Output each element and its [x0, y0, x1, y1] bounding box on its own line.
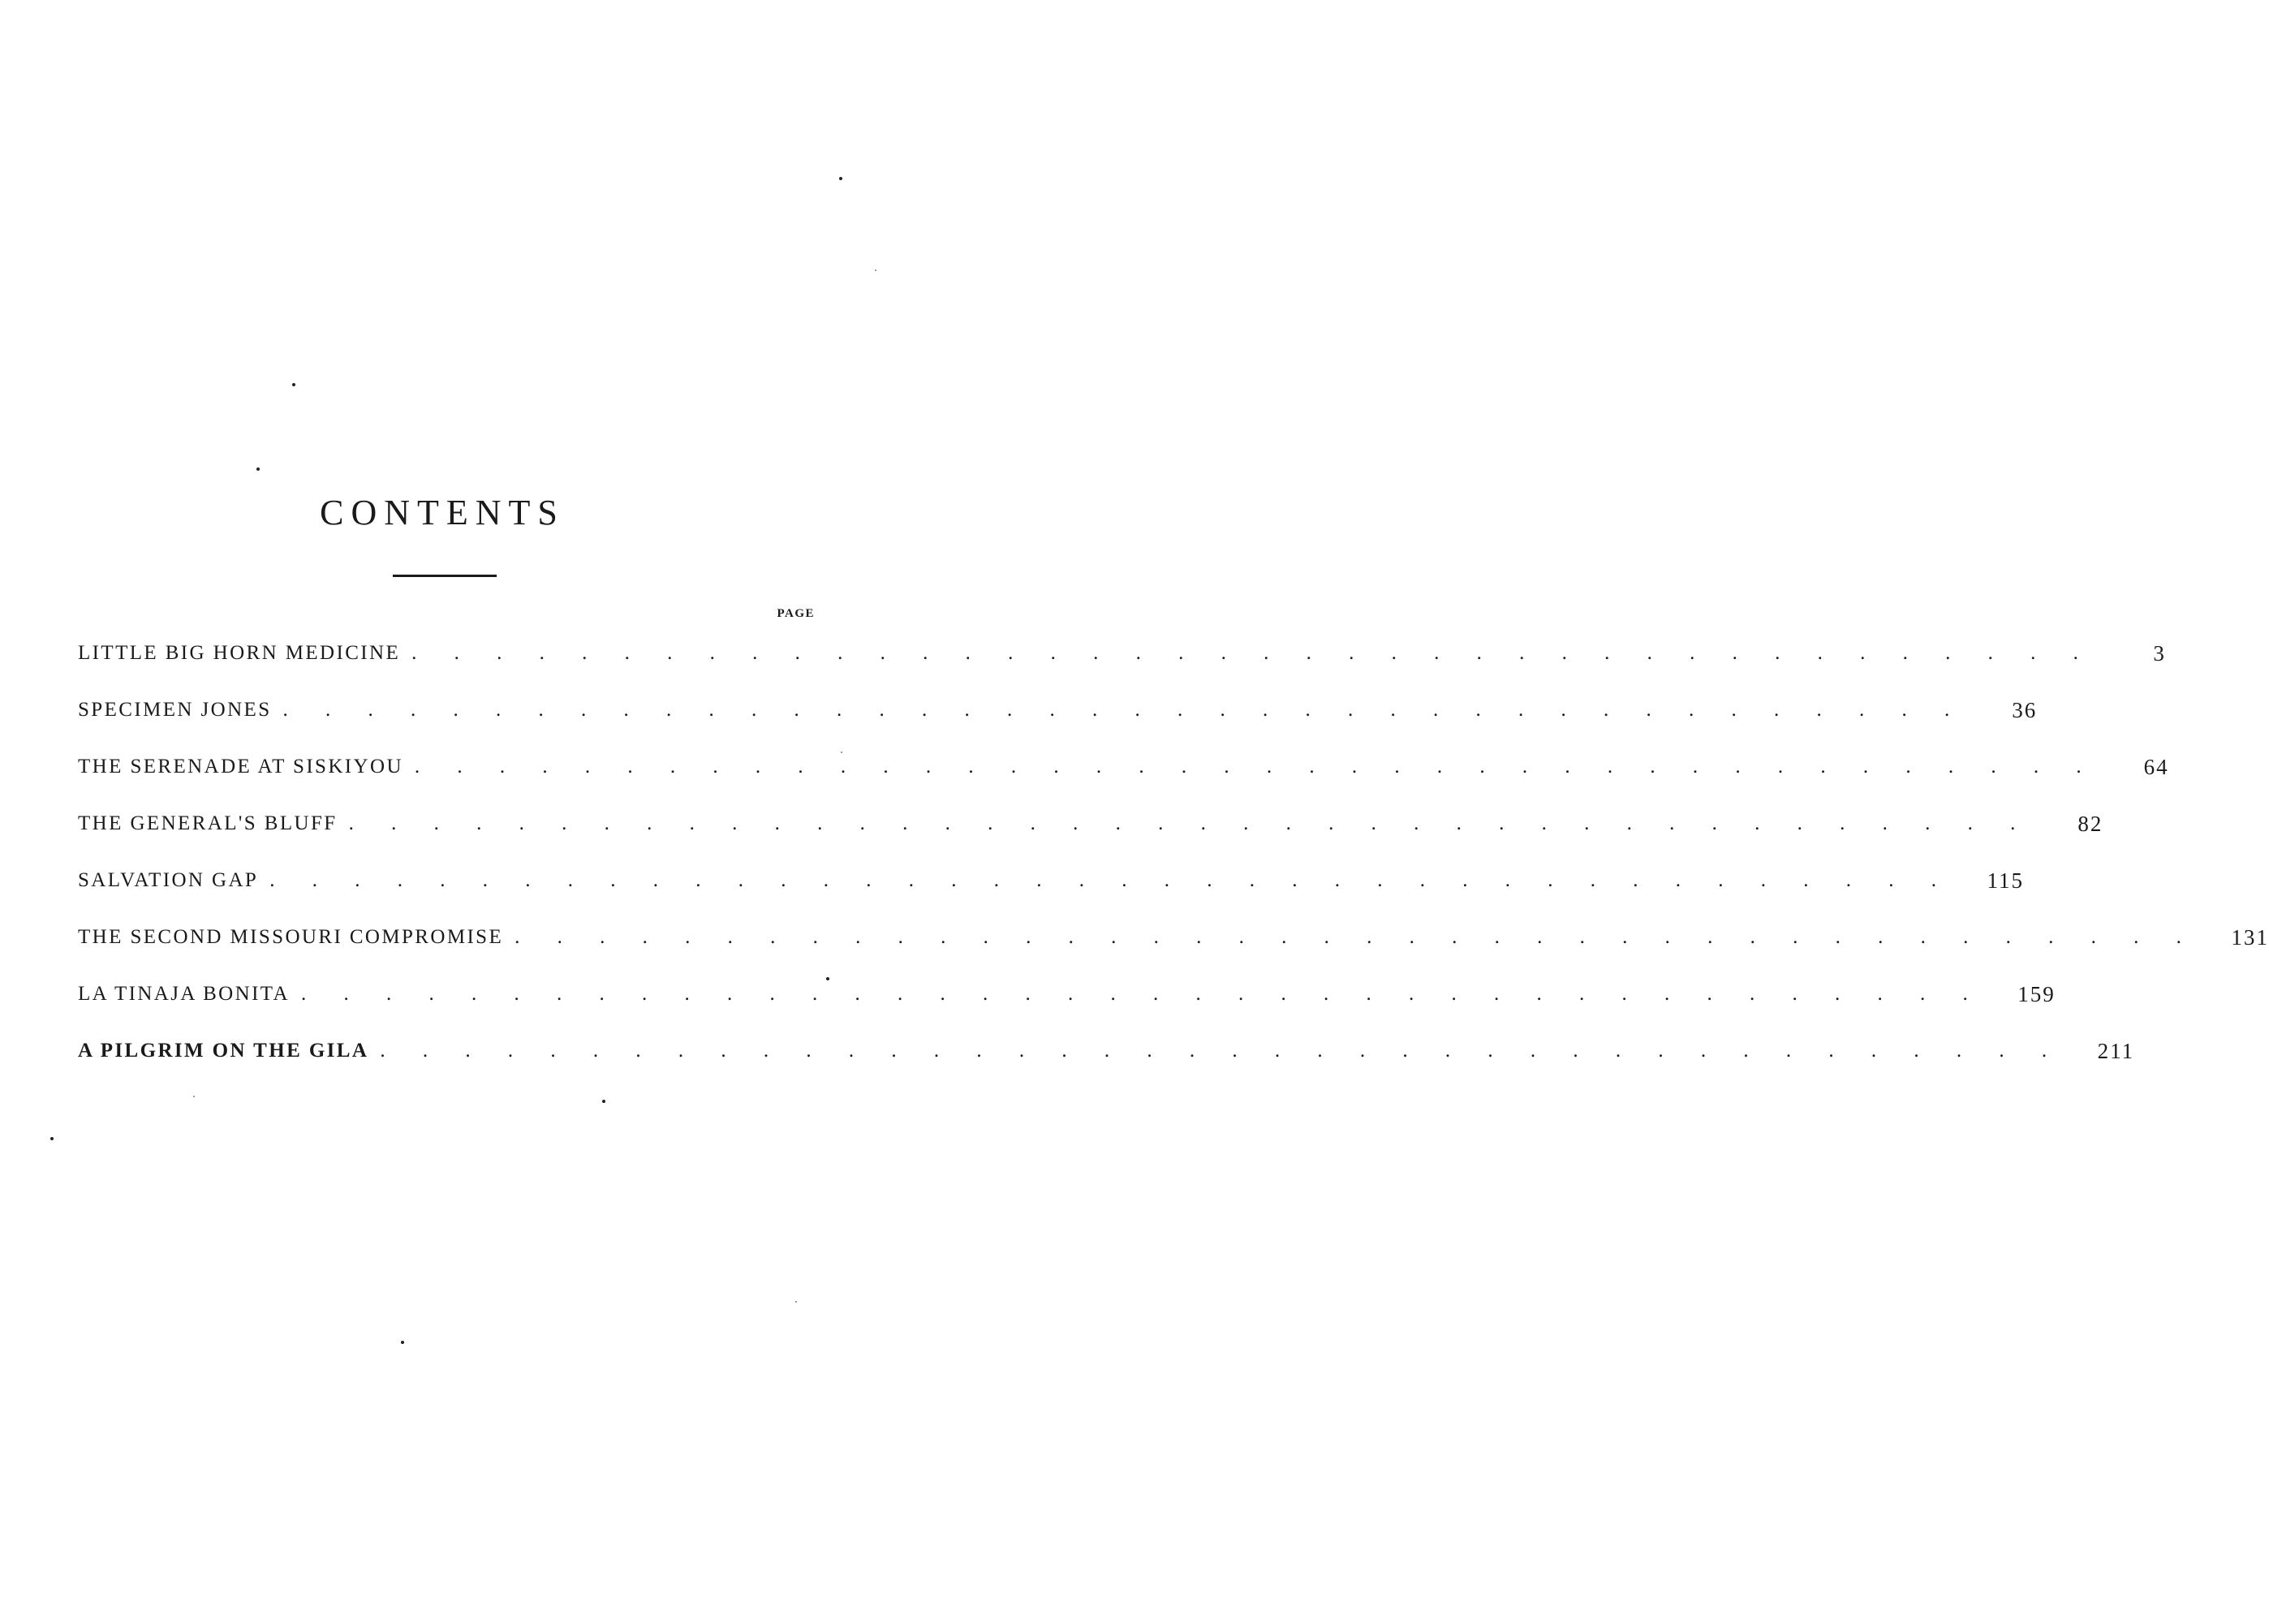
- toc-entry-page: 3: [2153, 640, 2166, 666]
- toc-entry-page: 36: [2012, 697, 2038, 722]
- toc-entry: [78, 909, 2269, 966]
- scan-speck: [50, 1137, 54, 1140]
- dot-leader: . . . . . . . . . . . . . . . . . . . . . . . . . . . . . . . . . . . . . . . .: [348, 812, 2032, 834]
- toc-entry-title: SALVATION GAP: [78, 869, 259, 891]
- dot-leader: . . . . . . . . . . . . . . . . . . . . . . . . . . . . . . . . . . . . . . . .: [515, 926, 2198, 948]
- toc-entry: [78, 966, 2056, 1023]
- dot-leader: . . . . . . . . . . . . . . . . . . . . . . . . . . . . . . . . . . . . . . . .: [380, 1040, 2064, 1062]
- scan-speck: [292, 383, 295, 386]
- toc-entry-title: LITTLE BIG HORN MEDICINE: [78, 642, 401, 664]
- dot-leader: . . . . . . . . . . . . . . . . . . . . . . . . . . . . . . . . . . . . . . . .: [282, 699, 1966, 721]
- scan-speck: [193, 1096, 195, 1097]
- scan-speck: [401, 1341, 404, 1344]
- contents-list: [78, 625, 2269, 1079]
- toc-entry-page: 159: [2017, 981, 2056, 1006]
- dot-leader: . . . . . . . . . . . . . . . . . . . . . . . . . . . . . . . . . . . . . . . .: [269, 869, 1953, 891]
- toc-entry: [78, 852, 2024, 909]
- toc-entry-page: 131: [2231, 924, 2269, 950]
- toc-entry-title: A PILGRIM ON THE GILA: [78, 1040, 369, 1062]
- toc-entry: [78, 1023, 2135, 1079]
- title-rule: [393, 575, 497, 577]
- dot-leader: . . . . . . . . . . . . . . . . . . . . . . . . . . . . . . . . . . . . . . . .: [300, 983, 1984, 1005]
- scan-speck: [826, 977, 829, 980]
- scan-speck: [875, 269, 876, 271]
- scan-speck: [841, 752, 842, 753]
- toc-entry-title: LA TINAJA BONITA: [78, 983, 290, 1005]
- toc-entry-page: 211: [2097, 1038, 2135, 1063]
- toc-entry: [78, 625, 2166, 682]
- dot-leader: . . . . . . . . . . . . . . . . . . . . . . . . . . . . . . . . . . . . . . . .: [414, 756, 2098, 778]
- toc-entry-title: THE GENERAL'S BLUFF: [78, 812, 338, 834]
- toc-entry-page: 64: [2143, 754, 2169, 779]
- scan-speck: [256, 467, 260, 471]
- toc-entry-page: 82: [2077, 811, 2103, 836]
- page-column-label: PAGE: [777, 607, 815, 620]
- toc-entry: [78, 795, 2103, 852]
- scan-speck: [795, 1301, 797, 1303]
- toc-entry-page: 115: [1987, 868, 2024, 893]
- toc-entry-title: THE SECOND MISSOURI COMPROMISE: [78, 926, 504, 948]
- scan-speck: [602, 1100, 605, 1103]
- scan-speck: [839, 177, 842, 180]
- toc-entry: [78, 739, 2169, 795]
- toc-entry-title: SPECIMEN JONES: [78, 699, 272, 721]
- toc-entry-title: THE SERENADE AT SISKIYOU: [78, 756, 403, 778]
- toc-entry: [78, 682, 2038, 739]
- dot-leader: . . . . . . . . . . . . . . . . . . . . . . . . . . . . . . . . . . . . . . . .: [411, 642, 2095, 664]
- page-title: CONTENTS: [320, 493, 565, 532]
